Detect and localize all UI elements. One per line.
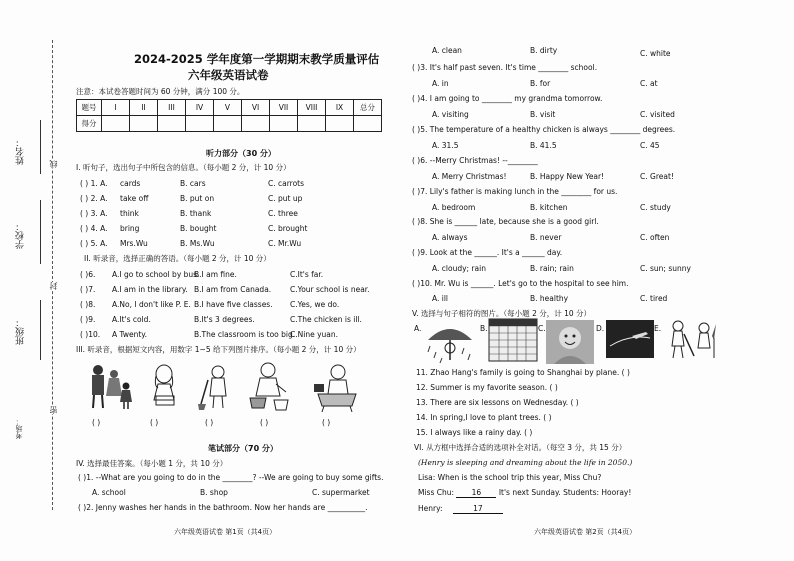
q3-stem: ( )3. It's half past seven. It's time ________ school. (412, 63, 598, 72)
girl-sweeping-picture (198, 364, 232, 412)
picture-5-bracket[interactable]: ( ) (322, 418, 331, 427)
picture-letter-c: C. (538, 324, 546, 333)
dialogue-intro: (Henry is sleeping and dreaming about the life in 2050.) (418, 458, 633, 467)
score-cell[interactable] (326, 116, 354, 132)
listening-section-title: 听力部分（30 分） (206, 149, 276, 158)
score-cell[interactable] (130, 116, 158, 132)
score-cell[interactable] (270, 116, 298, 132)
q7-option-a: A.I am in the library. (112, 285, 188, 294)
written-section-title: 笔试部分（70 分） (208, 444, 278, 453)
q5-option-c: C. 45 (640, 141, 660, 150)
q3-option-b: B. for (530, 79, 551, 88)
q1-written-stem: ( )1. --What are you going to do in the ________? --We are going to buy some gifts. (78, 473, 384, 482)
q7-option-c: C. study (640, 203, 671, 212)
name-blank-line (40, 120, 41, 174)
cut-line (52, 40, 53, 510)
q6-option-b: B.I am fine. (194, 270, 237, 279)
q2-bracket[interactable]: ( ) 2. A. (80, 194, 108, 203)
score-row-label: 得分 (77, 116, 102, 132)
q10-option-a: A Twenty. (112, 330, 148, 339)
q10-option-c: C.Nine yuan. (290, 330, 338, 339)
q14-stem: 14. In spring,I love to plant trees. ( ) (416, 413, 552, 422)
q7-option-a: A. bedroom (432, 203, 476, 212)
q15-stem: 15. I always like a rainy day. ( ) (416, 428, 533, 437)
name-label: 姓名： (16, 138, 26, 165)
q5-option-b: B. 41.5 (530, 141, 557, 150)
score-header-cell: VII (270, 100, 298, 116)
section-5-title: V. 选择与句子相符的图片。（每小题 2 分，计 10 分） (412, 309, 592, 318)
score-header-cell: III (158, 100, 186, 116)
score-cell[interactable] (354, 116, 382, 132)
q6-option-c: C. Great! (640, 172, 674, 181)
q7-option-b: B. kitchen (530, 203, 568, 212)
score-header-cell: IV (186, 100, 214, 116)
q9-option-b: B. rain; rain (530, 264, 574, 273)
school-label: 学校： (16, 222, 26, 249)
score-table-header-row (77, 100, 382, 116)
q10-option-b: B. healthy (530, 294, 569, 303)
exam-note: 注意：本试卷答题时间为 60 分钟，满分 100 分。 (76, 87, 245, 96)
q2-written-stem: ( )2. Jenny washes her hands in the bathroom. Now her hands are __________. (78, 503, 368, 512)
q8-option-a: A. always (432, 233, 468, 242)
q2-option-c: C. white (640, 49, 671, 58)
score-header-cell: II (130, 100, 158, 116)
q2-option-c: C. put up (268, 194, 303, 203)
q10-option-c: C. tired (640, 294, 668, 303)
q9-option-a: A. cloudy; rain (432, 264, 486, 273)
q3-option-b: B. thank (180, 209, 212, 218)
boy-washing-clothes-picture (312, 362, 360, 412)
q2-option-a: A. clean (432, 46, 462, 55)
section-3-title: III. 听录音，根据短文内容，用数字 1~5 给下列图片排序。（每小题 2 分，计 10 分） (76, 345, 361, 354)
section-1-title: I. 听句子，选出句子中所包含的信息。（每小题 2 分，计 10 分） (76, 163, 291, 172)
planting-trees-picture (664, 318, 718, 362)
q4-bracket[interactable]: ( ) 4. A. (80, 224, 108, 233)
blank-16[interactable]: 16 (456, 489, 496, 498)
room-label: 考场： (15, 418, 23, 439)
q1-written-option-b: B. shop (200, 488, 228, 497)
binding-margin (0, 0, 60, 561)
q6-option-b: B. Happy New Year! (530, 172, 605, 181)
score-cell[interactable] (158, 116, 186, 132)
seal-mark-3: 密 (49, 406, 58, 414)
score-cell[interactable] (186, 116, 214, 132)
q5-bracket[interactable]: ( ) 5. A. (80, 239, 108, 248)
timetable-picture (488, 318, 538, 362)
q4-option-a: bring (120, 224, 140, 233)
q1-option-c: C. carrots (268, 179, 305, 188)
q9-option-c: C. sun; sunny (640, 264, 691, 273)
score-cell[interactable] (102, 116, 130, 132)
school-blank-line (40, 200, 41, 264)
q1-option-b: B. cars (180, 179, 206, 188)
exam-title: 2024-2025 学年度第一学期期末教学质量评估 (134, 52, 380, 66)
q9-option-b: B.It's 3 degrees. (194, 315, 255, 324)
score-header-cell: VI (242, 100, 270, 116)
q7-option-b: B.I am from Canada. (194, 285, 272, 294)
q8-bracket[interactable]: ( )8. (80, 300, 96, 309)
q1-written-option-c: C. supermarket (312, 488, 370, 497)
q9-stem: ( )9. Look at the ______. It's a ______ day. (412, 248, 563, 257)
q9-option-a: A.It's cold. (112, 315, 151, 324)
score-header-cell: V (214, 100, 242, 116)
q5-option-c: C. Mr.Wu (268, 239, 302, 248)
score-table-score-row (77, 116, 382, 132)
q10-bracket[interactable]: ( )10. (80, 330, 101, 339)
footer-right: 六年级英语试卷 第2页（共4页） (534, 528, 637, 536)
q1-option-a: cards (120, 179, 141, 188)
score-header-cell: 题号 (77, 100, 102, 116)
picture-1-bracket[interactable]: ( ) (92, 418, 101, 427)
q8-stem: ( )8. She is ______ late, because she is a good girl. (412, 217, 599, 226)
q8-option-b: B.I have five classes. (194, 300, 273, 309)
score-header-cell: I (102, 100, 130, 116)
picture-letter-d: D. (596, 324, 605, 333)
q4-option-b: B. visit (530, 110, 556, 119)
q6-bracket[interactable]: ( )6. (80, 270, 96, 279)
class-blank-line (40, 300, 41, 360)
speaker-henry: Henry: (418, 504, 443, 513)
q3-option-a: A. in (432, 79, 449, 88)
score-cell[interactable] (214, 116, 242, 132)
q2-option-b: B. put on (180, 194, 215, 203)
q4-option-c: C. brought (268, 224, 308, 233)
family-walking-picture (84, 362, 136, 410)
q9-option-c: C.The chicken is ill. (290, 315, 362, 324)
q7-option-c: C.Your school is near. (290, 285, 370, 294)
girl-washing-picture (248, 362, 294, 412)
section-2-title: II. 听录音，选择正确的答语。（每小题 2 分，计 10 分） (84, 254, 271, 263)
picture-letter-b: B. (480, 324, 488, 333)
exam-subtitle: 六年级英语试卷 (188, 68, 269, 82)
q2-option-a: take off (120, 194, 149, 203)
q3-option-c: C. three (268, 209, 298, 218)
q6-option-a: A. Merry Christmas! (432, 172, 507, 181)
score-cell[interactable] (242, 116, 270, 132)
q3-bracket[interactable]: ( ) 3. A. (80, 209, 108, 218)
q5-stem: ( )5. The temperature of a healthy chicken is always ________ degrees. (412, 125, 676, 134)
q4-option-a: A. visiting (432, 110, 469, 119)
q4-option-b: B. bought (180, 224, 217, 233)
q10-stem: ( )10. Mr. Wu is ______. Let's go to the hospital to see him. (412, 279, 629, 288)
q7-stem: ( )7. Lily's father is making lunch in the ________ for us. (412, 187, 618, 196)
picture-letter-a: A. (414, 324, 422, 333)
q5-option-a: A. 31.5 (432, 141, 459, 150)
picture-3-bracket[interactable]: ( ) (205, 418, 214, 427)
picture-2-bracket[interactable]: ( ) (150, 418, 159, 427)
q3-option-a: think (120, 209, 139, 218)
q3-option-c: C. at (640, 79, 658, 88)
q7-bracket[interactable]: ( )7. (80, 285, 96, 294)
q4-option-c: C. visited (640, 110, 675, 119)
picture-4-bracket[interactable]: ( ) (260, 418, 269, 427)
class-label: 班级： (16, 318, 26, 345)
q8-option-c: C.Yes, we do. (290, 300, 340, 309)
dialogue-line-miss-chu (418, 489, 631, 498)
q6-option-a: A.I go to school by bus. (112, 270, 200, 279)
footer-left: 六年级英语试卷 第1页（共4页） (174, 528, 277, 536)
score-table (76, 99, 382, 132)
q9-bracket[interactable]: ( )9. (80, 315, 96, 324)
q6-option-c: C.It's far. (290, 270, 324, 279)
q13-stem: 13. There are six lessons on Wednesday. ( ) (416, 398, 579, 407)
q6-stem: ( )6. --Merry Christmas! --________ (412, 156, 538, 165)
blank-17[interactable]: 17 (453, 505, 503, 514)
section-4-title: IV. 选择最佳答案。（每小题 1 分，共 10 分） (76, 459, 228, 468)
score-header-cell: 总分 (354, 100, 382, 116)
speaker-miss-chu: Miss Chu: (418, 488, 455, 497)
q12-stem: 12. Summer is my favorite season. ( ) (416, 383, 558, 392)
girl-reading-picture (148, 364, 182, 410)
dialogue-line-lisa: Lisa: When is the school trip this year, Miss Chu? (418, 473, 602, 482)
q8-option-b: B. never (530, 233, 562, 242)
seal-mark-1: 线 (49, 160, 58, 168)
child-summer-picture (546, 320, 594, 364)
section-6-title: VI. 从方框中选择合适的选项补全对话。（每空 3 分，共 15 分） (414, 443, 627, 452)
q5-option-a: Mrs.Wu (120, 239, 148, 248)
rainy-day-picture (424, 322, 476, 364)
q5-option-b: B. Ms.Wu (180, 239, 215, 248)
score-header-cell: VIII (298, 100, 326, 116)
dialogue-line-henry (418, 505, 503, 514)
seal-mark-2: 封 (49, 282, 58, 290)
q11-stem: 11. Zhao Hang's family is going to Shanghai by plane. ( ) (416, 368, 630, 377)
q10-option-a: A. ill (432, 294, 449, 303)
q2-option-b: B. dirty (530, 46, 558, 55)
q1-bracket[interactable]: ( ) 1. A. (80, 179, 108, 188)
score-header-cell: IX (326, 100, 354, 116)
score-cell[interactable] (298, 116, 326, 132)
dialogue-text-16: It's next Sunday. Students: Hooray! (498, 488, 632, 497)
q8-option-c: C. often (640, 233, 670, 242)
q1-written-option-a: A. school (92, 488, 126, 497)
q8-option-a: A.No, I don't like P. E. (112, 300, 191, 309)
picture-letter-e: E. (654, 324, 662, 333)
airplane-picture (606, 320, 654, 358)
q10-option-b: B.The classroom is too big. (194, 330, 296, 339)
q4-stem: ( )4. I am going to ________ my grandma tomorrow. (412, 94, 603, 103)
